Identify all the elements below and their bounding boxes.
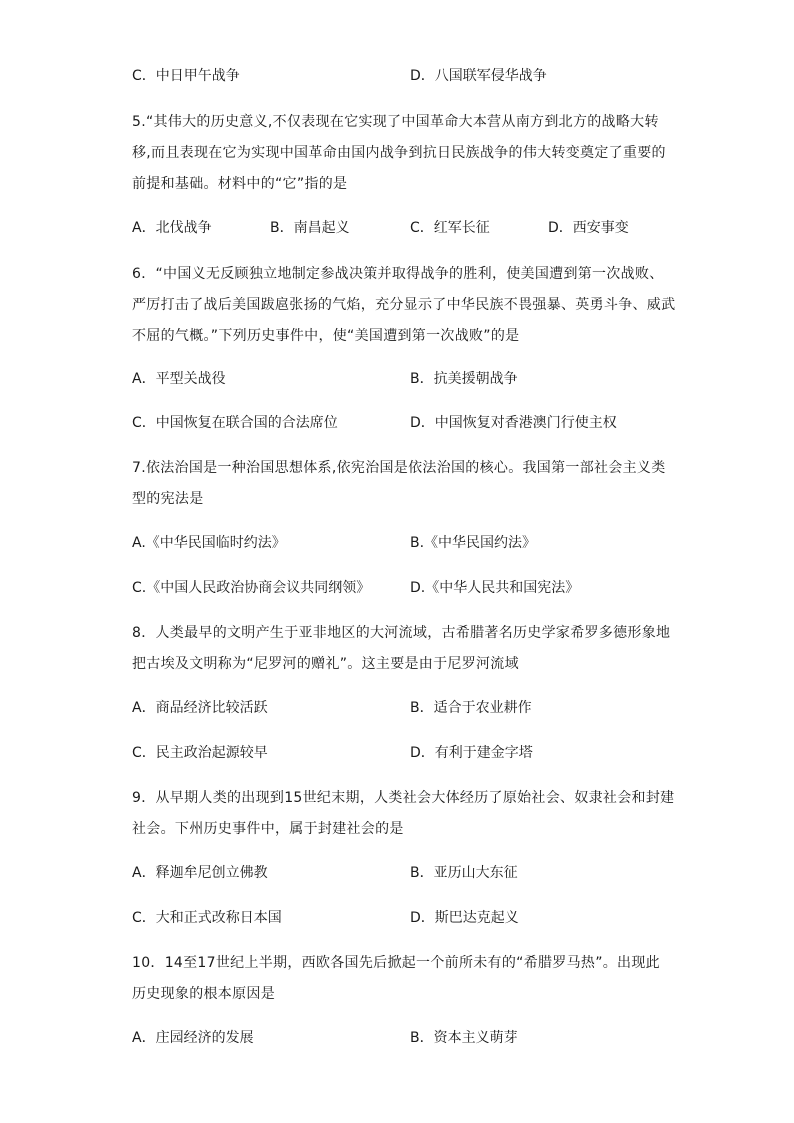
q6-stem-line-3: 不屈的气概。”下列历史事件中，使“美国遭到第一次战败”的是: [132, 328, 520, 344]
q5-option-c: C．红军长征: [410, 220, 490, 236]
q9-option-c: C．大和正式改称日本国: [132, 910, 282, 926]
q8-option-a: A．商品经济比较活跃: [132, 700, 268, 716]
q7-stem-line-1: 7.依法治国是一种治国思想体系,依宪治国是依法治国的核心。我国第一部社会主义类: [132, 460, 666, 476]
q7-stem-line-2: 型的宪法是: [132, 491, 204, 507]
q7-option-b: B.《中华民国约法》: [410, 535, 537, 551]
q10-option-b: B．资本主义萌芽: [410, 1030, 518, 1046]
q6-option-d: D．中国恢复对香港澳门行使主权: [410, 415, 617, 431]
q5-option-b: B．南昌起义: [270, 220, 350, 236]
q9-stem-line-2: 社会。下州历史事件中，属于封建社会的是: [132, 821, 404, 837]
q5-stem-line-1: 5.“其伟大的历史意义,不仅表现在它实现了中国革命大本营从南方到北方的战略大转: [132, 114, 659, 130]
q8-option-b: B．适合于农业耕作: [410, 700, 532, 716]
q6-option-a: A．平型关战役: [132, 371, 226, 387]
q7-option-a: A.《中华民国临时约法》: [132, 535, 286, 551]
q4-option-d: D．八国联军侵华战争: [410, 68, 547, 84]
q6-stem-line-1: 6．“中国义无反顾独立地制定参战决策并取得战争的胜利，使美国遭到第一次战败、: [132, 266, 664, 282]
q7-option-d: D.《中华人民共和国宪法》: [410, 580, 580, 596]
q6-stem-line-2: 严厉打击了战后美国跋扈张扬的气焰，充分显示了中华民族不畏强暴、英勇斗争、威武: [132, 297, 676, 313]
q10-option-a: A．庄园经济的发展: [132, 1030, 254, 1046]
q7-option-c: C.《中国人民政治协商会议共同纲领》: [132, 580, 371, 596]
q8-option-c: C．民主政治起源较早: [132, 745, 268, 761]
q8-stem-line-2: 把古埃及文明称为“尼罗河的赠礼”。这主要是由于尼罗河流域: [132, 656, 519, 672]
q6-option-c: C．中国恢复在联合国的合法席位: [132, 415, 338, 431]
q9-stem-line-1: 9．从早期人类的出现到15世纪末期，人类社会大体经历了原始社会、奴隶社会和封建: [132, 790, 675, 806]
q4-option-c: C．中日甲午战争: [132, 68, 240, 84]
q9-option-b: B．亚历山大东征: [410, 865, 518, 881]
q5-stem-line-3: 前提和基础。材料中的“它”指的是: [132, 176, 348, 192]
q8-stem-line-1: 8．人类最早的文明产生于亚非地区的大河流域，古希腊著名历史学家希罗多德形象地: [132, 625, 671, 641]
q5-option-d: D．西安事变: [548, 220, 629, 236]
q9-option-a: A．释迦牟尼创立佛教: [132, 865, 268, 881]
q8-option-d: D．有利于建金字塔: [410, 745, 533, 761]
q9-option-d: D．斯巴达克起义: [410, 910, 519, 926]
q5-stem-line-2: 移,而且表现在它为实现中国革命由国内战争到抗日民族战争的伟大转变奠定了重要的: [132, 145, 666, 161]
q5-option-a: A．北伐战争: [132, 220, 212, 236]
q10-stem-line-2: 历史现象的根本原因是: [132, 986, 275, 1002]
q6-option-b: B．抗美援朝战争: [410, 371, 518, 387]
q10-stem-line-1: 10．14至17世纪上半期，西欧各国先后掀起一个前所未有的“希腊罗马热”。出现此: [132, 955, 660, 971]
